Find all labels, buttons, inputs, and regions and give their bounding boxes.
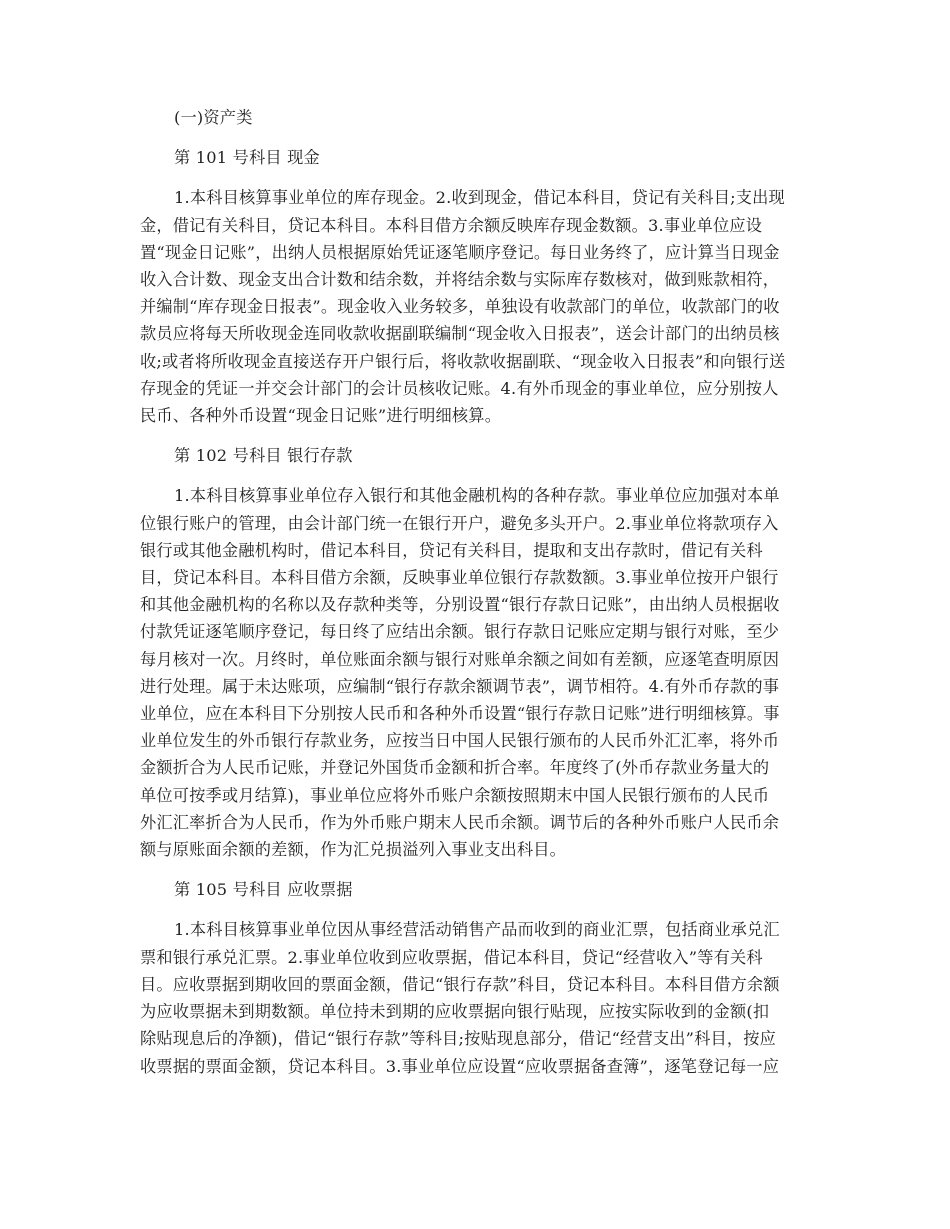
subject-102-line: 和其他金融机构的名称以及存款种类等，分别设置“银行存款日记账”，由出纳人员根据收 bbox=[140, 595, 780, 615]
subject-101-line: 民币、各种外币设置“现金日记账”进行明细核算。 bbox=[140, 406, 502, 426]
subject-102-line: 位银行账户的管理，由会计部门统一在银行开户，避免多头开户。2.事业单位将款项存入 bbox=[140, 513, 779, 533]
subject-105-line: 目。应收票据到期收回的票面金额，借记“银行存款”科目，贷记本科目。本科目借方余额 bbox=[140, 974, 780, 994]
document-content bbox=[140, 104, 810, 1080]
subject-101-line: 收;或者将所收现金直接送存开户银行后，将收款收据副联、“现金收入日报表”和向银行送 bbox=[140, 351, 786, 371]
subject-101-line: 存现金的凭证一并交会计部门的会计员核收记账。4.有外币现金的事业单位，应分别按人 bbox=[140, 378, 779, 398]
subject-101-line: 置“现金日记账”，出纳人员根据原始凭证逐笔顺序登记。每日业务终了，应计算当日现金 bbox=[140, 242, 780, 262]
subject-105-line: 1.本科目核算事业单位因从事经营活动销售产品而收到的商业汇票，包括商业承兑汇 bbox=[174, 920, 780, 940]
subject-102-line: 外汇汇率折合为人民币，作为外币账户期末人民币余额。调节后的各种外币账户人民币余 bbox=[140, 812, 780, 832]
subject-101-line: 并编制“库存现金日报表”。现金收入业务较多，单独设有收款部门的单位，收款部门的收 bbox=[140, 297, 780, 317]
subject-105-line: 为应收票据未到期数额。单位持未到期的应收票据向银行贴现，应按实际收到的金额(扣 bbox=[140, 1002, 770, 1022]
subject-101-paragraph bbox=[140, 184, 810, 429]
subject-102-paragraph bbox=[140, 482, 810, 863]
subject-101-line: 金，借记有关科目，贷记本科目。本科目借方余额反映库存现金数额。3.事业单位应设 bbox=[140, 215, 763, 235]
subject-101-line: 款员应将每天所收现金连同收款收据副联编制“现金收入日报表”，送会计部门的出纳员核 bbox=[140, 324, 780, 344]
subject-105-line: 票和银行承兑汇票。2.事业单位收到应收票据，借记本科目，贷记“经营收入”等有关科 bbox=[140, 947, 763, 967]
subject-102-heading: 第 102 号科目 银行存款 bbox=[174, 446, 353, 466]
subject-102-line: 额与原账面余额的差额，作为汇兑损溢列入事业支出科目。 bbox=[140, 840, 567, 860]
subject-102-line: 业单位，应在本科目下分别按人民币和各种外币设置“银行存款日记账”进行明细核算。事 bbox=[140, 704, 780, 724]
section-title: (一)资产类 bbox=[174, 108, 253, 127]
subject-102-line: 单位可按季或月结算)，事业单位应将外币账户余额按照期末中国人民银行颁布的人民币 bbox=[140, 785, 770, 805]
subject-102-line: 金额折合为人民币记账，并登记外国货币金额和折合率。年度终了(外币存款业务量大的 bbox=[140, 758, 770, 778]
subject-101-line: 收入合计数、现金支出合计数和结余数，并将结余数与实际库存数核对，做到账款相符， bbox=[140, 270, 780, 290]
subject-102-line: 业单位发生的外币银行存款业务，应按当日中国人民银行颁布的人民币外汇汇率，将外币 bbox=[140, 731, 780, 751]
subject-105-paragraph bbox=[140, 916, 810, 1079]
subject-102-line: 目，贷记本科目。本科目借方余额，反映事业单位银行存款数额。3.事业单位按开户银行 bbox=[140, 568, 779, 588]
subject-105-heading: 第 105 号科目 应收票据 bbox=[174, 880, 353, 900]
subject-101-line: 1.本科目核算事业单位的库存现金。2.收到现金，借记本科目，贷记有关科目;支出现 bbox=[174, 188, 785, 208]
subject-105-line: 收票据的票面金额，贷记本科目。3.事业单位应设置“应收票据备查簿”，逐笔登记每一应 bbox=[140, 1056, 780, 1076]
subject-102-line: 进行处理。属于未达账项，应编制“银行存款余额调节表”，调节相符。4.有外币存款的事 bbox=[140, 676, 780, 696]
subject-102-line: 付款凭证逐笔顺序登记，每日终了应结出余额。银行存款日记账应定期与银行对账，至少 bbox=[140, 622, 780, 642]
subject-102-line: 每月核对一次。月终时，单位账面余额与银行对账单余额之间如有差额，应逐笔查明原因 bbox=[140, 649, 780, 669]
subject-105-line: 除贴现息后的净额)，借记“银行存款”等科目;按贴现息部分，借记“经营支出”科目，按应 bbox=[140, 1029, 777, 1049]
subject-102-line: 1.本科目核算事业单位存入银行和其他金融机构的各种存款。事业单位应加强对本单 bbox=[174, 486, 780, 506]
subject-102-line: 银行或其他金融机构时，借记本科目，贷记有关科目，提取和支出存款时，借记有关科 bbox=[140, 540, 763, 560]
subject-101-heading: 第 101 号科目 现金 bbox=[174, 148, 320, 168]
